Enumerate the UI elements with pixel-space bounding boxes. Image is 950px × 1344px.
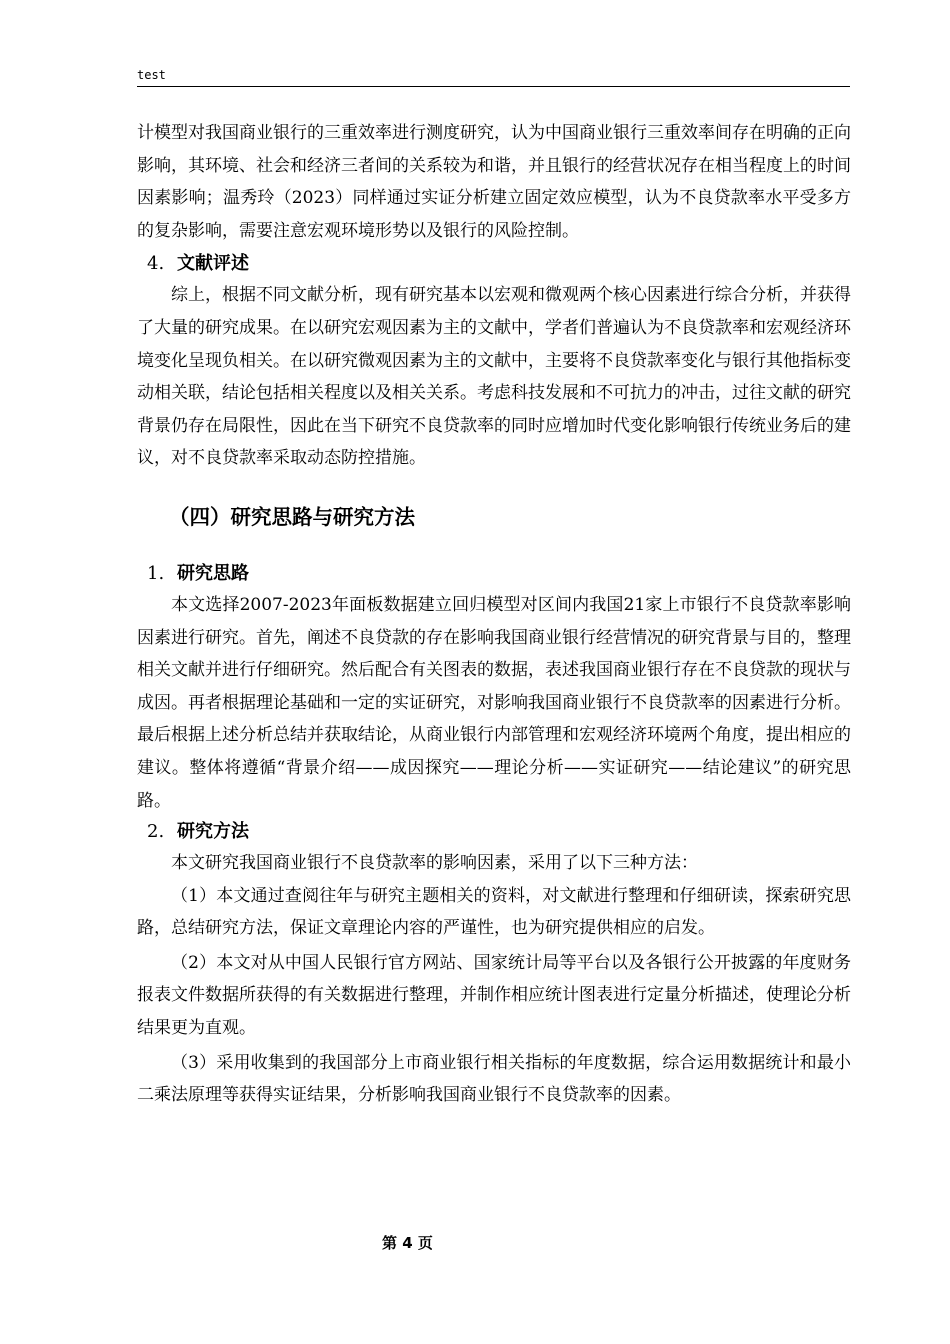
paragraph-method-1: （1）本文通过查阅往年与研究主题相关的资料，对文献进行整理和仔细研读，探索研究思路，总结研究方法，保证文章理论内容的严谨性，也为研究提供相应的启发。 [137,885,851,939]
header-text: test [137,68,166,82]
paragraph-method-2: （2）本文对从中国人民银行官方网站、国家统计局等平台以及各银行公开披露的年度财务报表文件数据所获得的有关数据进行整理，并制作相应统计图表进行定量分析描述，使理论分析结果更为直观。 [137,952,851,1039]
heading-text: 研究方法 [177,821,249,843]
heading-text: 文献评述 [177,253,249,275]
page-footer [0,1232,950,1253]
heading-text: 研究思路 [177,562,249,584]
heading-number: 1. [147,562,165,584]
page-body [137,117,851,1112]
heading-literature-review [137,249,851,279]
paragraph-review: 综上，根据不同文献分析，现有研究基本以宏观和微观两个核心因素进行综合分析，并获得了大量的研究成果。在以研究宏观因素为主的文献中，学者们普遍认为不良贷款率和宏观经济环境变化呈现负相关。在以研究微观因素为主的文献中，主要将不良贷款率变化与银行其他指标变动相关联，结论包括相关程度以及相关关系。考虑科技发展和不可抗力的冲击，过往文献的研究背景仍存在局限性，因此在当下研究不良贷款率的同时应增加时代变化影响银行传统业务后的建议，对不良贷款率采取动态防控措施。 [137,285,851,469]
heading-number: 2. [147,821,165,843]
paragraph-method-3: （3）采用收集到的我国部分上市商业银行相关指标的年度数据，综合运用数据统计和最小二乘法原理等获得实证结果，分析影响我国商业银行不良贷款率的因素。 [137,1052,851,1106]
paragraph-continued: 计模型对我国商业银行的三重效率进行测度研究，认为中国商业银行三重效率间存在明确的正向影响，其环境、社会和经济三者间的关系较为和谐，并且银行的经营状况存在相当程度上的时间因素影响；温秀玲（2023）同样通过实证分析建立固定效应模型，认为不良贷款率水平受多方的复杂影响，需要注意宏观环境形势以及银行的风险控制。 [137,123,851,241]
page-header [137,66,850,87]
paragraph-approach: 本文选择2007-2023年面板数据建立回归模型对区间内我国21家上市银行不良贷款率影响因素进行研究。首先，阐述不良贷款的存在影响我国商业银行经营情况的研究背景与目的，整理相关文献并进行仔细研究。然后配合有关图表的数据，表述我国商业银行存在不良贷款的现状与成因。再者根据理论基础和一定的实证研究，对影响我国商业银行不良贷款率的因素进行分析。最后根据上述分析总结并获取结论，从商业银行内部管理和宏观经济环境两个角度，提出相应的建议。整体将遵循“背景介绍——成因探究——理论分析——实证研究——结论建议”的研究思路。 [137,594,851,811]
paragraph-methods-intro: 本文研究我国商业银行不良贷款率的影响因素，采用了以下三种方法： [171,853,698,874]
heading-number: 4. [147,253,165,275]
section-heading-research: （四）研究思路与研究方法 [169,504,415,529]
page-number: 第 4 页 [382,1234,433,1252]
heading-research-methods [137,817,851,847]
heading-research-approach [137,559,851,589]
